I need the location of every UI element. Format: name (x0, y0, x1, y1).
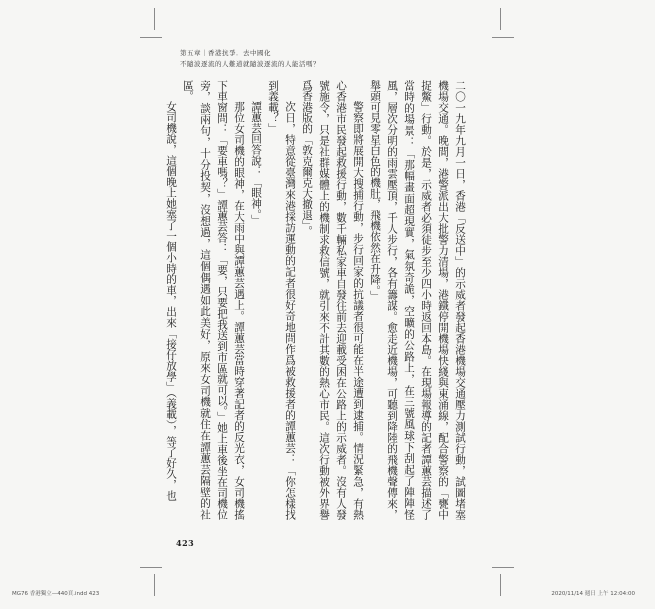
chapter-line: 第五章｜香港抗爭．去中國化 (180, 49, 271, 57)
print-slug-date: 2020/11/14 週日 上午 12:04:00 (551, 591, 635, 597)
crop-mark-bottom-left-v (154, 574, 155, 596)
crop-mark-top-left-v (154, 8, 155, 30)
paragraph-4: 譚蕙芸回答說：「眼神。」 (250, 101, 262, 226)
crop-mark-bottom-right-v (500, 574, 501, 596)
paragraph-1: 二〇一九年九月一日，香港「反送中」的示威者發起香港機場交通壓力測試行動，試圖堵塞機場交通。晚間，港警派出大批警力清場，港鐵停開機場快綫與東涌線，配合警察的「甕中捉鱉」行動。於是，示威者必須徒步至少四小時返回本島。在現場報導的記者譚蕙芸描述了當時的場景：「那幅畫面超現實，氣氛奇詭，空曠的公路上，在三號風球下刮起了陣陣怪風，層次分明的雨雲壓頂，千人步行，各有籌謀。愈走近機場，可聽到降陸的飛機聲傳來，舉頭可見零星白色的機肚，飛機依然在升降。」 (369, 80, 466, 520)
running-header (180, 48, 320, 70)
page-number: 423 (176, 538, 195, 548)
paragraph-5: 那位女司機的眼神，在大雨中與譚蕙芸遇上。譚蕙芸當時穿著記者的反光衣，女司機搖下車窗問：「要車嗎？」譚蕙芸答：「要，只要把我送到市區就可以。」她上車後坐在司機位旁，談兩句，十分投契，沒想過，這個偶遇如此美好，原來女司機就住在譚蕙芸隔壁的社區。 (182, 80, 245, 520)
crop-mark-top-left-h (140, 37, 162, 38)
subtitle-line: 不隨波逐流的人難道就隨波逐流的人能活嗎？ (180, 60, 320, 68)
body-text (165, 80, 468, 520)
crop-mark-top-right-v (500, 8, 501, 30)
paragraph-2: 警察即將展開大搜捕行動，步行回家的抗議者很可能在半途遭到逮捕。情況緊急，有熱心香港市民發起救援行動，數千輛私家車自發往前去迎載受困在公路上的示威者。沒有人發號施令，只是社群媒體上的機制求救信號，就引來不計其數的熱心市民。這次行動被外界譽爲香港版的「敦克爾克大撤退」。 (301, 80, 364, 520)
crop-mark-bottom-right-h (492, 567, 514, 568)
crop-mark-top-right-h (492, 37, 514, 38)
print-slug-file: MG76 香港獨立—440頁.indd 423 (12, 591, 100, 597)
crop-mark-bottom-left-h (140, 567, 162, 568)
paragraph-6: 女司機說，這個晚上她塞了一個小時的車，出來「接仔放學」（義載），等了好久，也 (165, 101, 177, 501)
paragraph-3: 次日，特意從臺灣來港採訪運動的記者很好奇地問作爲被救援者的譚蕙芸：「你怎樣找到義載？」 (267, 80, 296, 520)
